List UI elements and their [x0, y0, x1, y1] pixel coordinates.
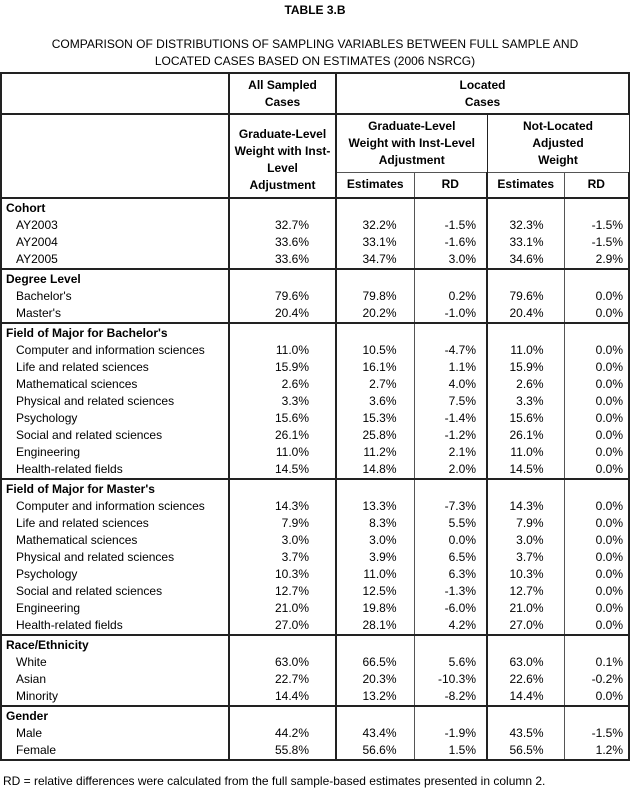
table-row [1, 583, 629, 600]
empty-cell [414, 269, 487, 288]
value-cell: 2.6% [229, 376, 336, 393]
table-row [1, 549, 629, 566]
empty-cell [564, 269, 629, 288]
value-cell: 63.0% [487, 654, 564, 671]
value-cell: 2.9% [564, 251, 629, 269]
header-grad-weight-located: Graduate-Level Weight with Inst-Level Adjustment [336, 114, 487, 172]
value-cell: 33.1% [487, 234, 564, 251]
empty-cell [229, 323, 336, 342]
value-cell: 0.0% [564, 393, 629, 410]
value-cell: 15.6% [229, 410, 336, 427]
table-row [1, 410, 629, 427]
section-header-row [1, 635, 629, 654]
value-cell: 0.1% [564, 654, 629, 671]
section-title: Field of Major for Bachelor's [1, 323, 229, 342]
row-label: Female [1, 742, 229, 760]
row-label: Bachelor's [1, 288, 229, 305]
value-cell: 8.3% [336, 515, 414, 532]
table-row [1, 742, 629, 760]
value-cell: -8.2% [414, 688, 487, 706]
value-cell: 0.0% [564, 617, 629, 635]
row-label: Master's [1, 305, 229, 323]
value-cell: -7.3% [414, 498, 487, 515]
value-cell: 0.0% [564, 515, 629, 532]
section-header-row [1, 198, 629, 217]
value-cell: 14.4% [487, 688, 564, 706]
value-cell: 12.7% [229, 583, 336, 600]
empty-cell [564, 198, 629, 217]
empty-cell [487, 479, 564, 498]
value-cell: 3.6% [336, 393, 414, 410]
empty-cell [229, 706, 336, 725]
value-cell: 0.0% [564, 288, 629, 305]
row-label: AY2003 [1, 217, 229, 234]
section-header-row [1, 479, 629, 498]
empty-cell [336, 635, 414, 654]
value-cell: 16.1% [336, 359, 414, 376]
row-label: Computer and information sciences [1, 342, 229, 359]
empty-cell [564, 323, 629, 342]
value-cell: 11.0% [229, 342, 336, 359]
value-cell: 33.6% [229, 234, 336, 251]
empty-cell [336, 706, 414, 725]
row-label: Asian [1, 671, 229, 688]
value-cell: 10.5% [336, 342, 414, 359]
value-cell: 55.8% [229, 742, 336, 760]
empty-cell [487, 323, 564, 342]
value-cell: 0.2% [414, 288, 487, 305]
section-title: Degree Level [1, 269, 229, 288]
value-cell: -6.0% [414, 600, 487, 617]
value-cell: 0.0% [564, 444, 629, 461]
section-title: Cohort [1, 198, 229, 217]
value-cell: 3.0% [229, 532, 336, 549]
value-cell: 0.0% [564, 305, 629, 323]
table-row [1, 654, 629, 671]
value-cell: -1.2% [414, 427, 487, 444]
value-cell: 79.6% [229, 288, 336, 305]
table-row [1, 725, 629, 742]
table-row [1, 342, 629, 359]
value-cell: 0.0% [564, 376, 629, 393]
value-cell: 2.6% [487, 376, 564, 393]
row-label: AY2005 [1, 251, 229, 269]
value-cell: 32.7% [229, 217, 336, 234]
table-row [1, 427, 629, 444]
value-cell: 79.8% [336, 288, 414, 305]
value-cell: 0.0% [564, 427, 629, 444]
value-cell: 12.5% [336, 583, 414, 600]
value-cell: 3.0% [487, 532, 564, 549]
value-cell: 22.6% [487, 671, 564, 688]
empty-cell [414, 706, 487, 725]
value-cell: 4.0% [414, 376, 487, 393]
table-row [1, 688, 629, 706]
table-row [1, 305, 629, 323]
table-row [1, 617, 629, 635]
table-row [1, 217, 629, 234]
row-label: Minority [1, 688, 229, 706]
table-row [1, 234, 629, 251]
subtitle-line-2: LOCATED CASES BASED ON ESTIMATES (2006 NSRCG) [154, 54, 476, 68]
table-row [1, 393, 629, 410]
empty-cell [564, 635, 629, 654]
value-cell: 32.2% [336, 217, 414, 234]
empty-cell [336, 269, 414, 288]
table-row [1, 359, 629, 376]
section-header-row [1, 323, 629, 342]
value-cell: 14.4% [229, 688, 336, 706]
value-cell: 32.3% [487, 217, 564, 234]
empty-cell [487, 635, 564, 654]
table-row [1, 376, 629, 393]
value-cell: 43.4% [336, 725, 414, 742]
row-label: Computer and information sciences [1, 498, 229, 515]
value-cell: 7.5% [414, 393, 487, 410]
subtitle-line-1: COMPARISON OF DISTRIBUTIONS OF SAMPLING VARIABLES BETWEEN FULL SAMPLE AND [51, 37, 579, 51]
value-cell: 0.0% [564, 342, 629, 359]
header-rd-2: RD [564, 172, 629, 198]
value-cell: 6.3% [414, 566, 487, 583]
table-row [1, 444, 629, 461]
value-cell: 11.0% [229, 444, 336, 461]
value-cell: -1.5% [564, 234, 629, 251]
row-label: Social and related sciences [1, 583, 229, 600]
value-cell: 66.5% [336, 654, 414, 671]
empty-cell [229, 198, 336, 217]
value-cell: 26.1% [229, 427, 336, 444]
section-title: Race/Ethnicity [1, 635, 229, 654]
value-cell: 5.5% [414, 515, 487, 532]
value-cell: 0.0% [564, 359, 629, 376]
value-cell: -1.4% [414, 410, 487, 427]
value-cell: 79.6% [487, 288, 564, 305]
empty-cell [487, 269, 564, 288]
value-cell: 14.5% [229, 461, 336, 479]
value-cell: -4.7% [414, 342, 487, 359]
value-cell: 15.3% [336, 410, 414, 427]
value-cell: -1.5% [564, 725, 629, 742]
table-row [1, 532, 629, 549]
row-label: Life and related sciences [1, 359, 229, 376]
table-body [1, 198, 629, 760]
row-label: Health-related fields [1, 617, 229, 635]
table-row [1, 600, 629, 617]
value-cell: -1.9% [414, 725, 487, 742]
row-label: Social and related sciences [1, 427, 229, 444]
value-cell: 0.0% [564, 600, 629, 617]
value-cell: 12.7% [487, 583, 564, 600]
row-label: Health-related fields [1, 461, 229, 479]
value-cell: 13.2% [336, 688, 414, 706]
value-cell: 2.7% [336, 376, 414, 393]
header-located: Located Cases [336, 73, 629, 114]
value-cell: 3.7% [487, 549, 564, 566]
empty-cell [336, 479, 414, 498]
row-label: Life and related sciences [1, 515, 229, 532]
value-cell: 20.2% [336, 305, 414, 323]
value-cell: 28.1% [336, 617, 414, 635]
value-cell: -1.3% [414, 583, 487, 600]
header-rd-1: RD [414, 172, 487, 198]
value-cell: 14.5% [487, 461, 564, 479]
value-cell: 0.0% [564, 498, 629, 515]
empty-cell [336, 323, 414, 342]
value-cell: 33.1% [336, 234, 414, 251]
table-row [1, 461, 629, 479]
empty-cell [229, 269, 336, 288]
value-cell: 1.2% [564, 742, 629, 760]
value-cell: 0.0% [564, 410, 629, 427]
value-cell: 0.0% [564, 688, 629, 706]
value-cell: 11.2% [336, 444, 414, 461]
value-cell: 15.9% [487, 359, 564, 376]
empty-cell [414, 198, 487, 217]
value-cell: 7.9% [229, 515, 336, 532]
value-cell: 14.3% [487, 498, 564, 515]
value-cell: 56.5% [487, 742, 564, 760]
empty-cell [564, 706, 629, 725]
value-cell: 0.0% [564, 549, 629, 566]
row-label: Physical and related sciences [1, 549, 229, 566]
value-cell: -1.5% [564, 217, 629, 234]
value-cell: 3.0% [414, 251, 487, 269]
value-cell: 11.0% [487, 444, 564, 461]
value-cell: 3.0% [336, 532, 414, 549]
header-blank-1 [1, 73, 229, 114]
value-cell: 3.9% [336, 549, 414, 566]
empty-cell [414, 479, 487, 498]
header-grad-weight-full: Graduate-Level Weight with Inst-Level Adjustment [229, 114, 336, 198]
header-not-located: Not-Located Adjusted Weight [487, 114, 629, 172]
header-estimates-1: Estimates [336, 172, 414, 198]
header-all-sampled: All Sampled Cases [229, 73, 336, 114]
value-cell: 0.0% [414, 532, 487, 549]
value-cell: -1.6% [414, 234, 487, 251]
empty-cell [487, 706, 564, 725]
value-cell: 14.3% [229, 498, 336, 515]
value-cell: 15.6% [487, 410, 564, 427]
value-cell: 33.6% [229, 251, 336, 269]
table-row [1, 498, 629, 515]
row-label: AY2004 [1, 234, 229, 251]
table-row [1, 288, 629, 305]
value-cell: 6.5% [414, 549, 487, 566]
empty-cell [414, 323, 487, 342]
table-row [1, 671, 629, 688]
empty-cell [414, 635, 487, 654]
section-title: Field of Major for Master's [1, 479, 229, 498]
value-cell: 3.3% [487, 393, 564, 410]
value-cell: 20.4% [229, 305, 336, 323]
value-cell: 0.0% [564, 461, 629, 479]
table-subtitle [0, 36, 630, 70]
value-cell: -0.2% [564, 671, 629, 688]
empty-cell [229, 479, 336, 498]
value-cell: 14.8% [336, 461, 414, 479]
value-cell: 19.8% [336, 600, 414, 617]
table-title: TABLE 3.B [284, 3, 346, 17]
value-cell: 0.0% [564, 532, 629, 549]
header-estimates-2: Estimates [487, 172, 564, 198]
section-title: Gender [1, 706, 229, 725]
value-cell: 4.2% [414, 617, 487, 635]
value-cell: 27.0% [229, 617, 336, 635]
value-cell: 34.6% [487, 251, 564, 269]
value-cell: 63.0% [229, 654, 336, 671]
row-label: Physical and related sciences [1, 393, 229, 410]
section-header-row [1, 706, 629, 725]
value-cell: 0.0% [564, 566, 629, 583]
empty-cell [336, 198, 414, 217]
row-label: Psychology [1, 566, 229, 583]
value-cell: 7.9% [487, 515, 564, 532]
value-cell: 44.2% [229, 725, 336, 742]
row-label: Mathematical sciences [1, 532, 229, 549]
value-cell: 21.0% [229, 600, 336, 617]
value-cell: 11.0% [336, 566, 414, 583]
value-cell: 5.6% [414, 654, 487, 671]
value-cell: 3.7% [229, 549, 336, 566]
value-cell: 1.1% [414, 359, 487, 376]
section-header-row [1, 269, 629, 288]
value-cell: 43.5% [487, 725, 564, 742]
empty-cell [564, 479, 629, 498]
table-row [1, 566, 629, 583]
value-cell: 27.0% [487, 617, 564, 635]
value-cell: 11.0% [487, 342, 564, 359]
value-cell: 21.0% [487, 600, 564, 617]
table-row [1, 515, 629, 532]
value-cell: -10.3% [414, 671, 487, 688]
value-cell: 0.0% [564, 583, 629, 600]
value-cell: 3.3% [229, 393, 336, 410]
row-label: White [1, 654, 229, 671]
row-label: Mathematical sciences [1, 376, 229, 393]
empty-cell [229, 635, 336, 654]
value-cell: 25.8% [336, 427, 414, 444]
comparison-table [0, 72, 630, 761]
footnote: RD = relative differences were calculated from the full sample-based estimates presented in column 2. [3, 774, 546, 788]
row-label: Engineering [1, 444, 229, 461]
value-cell: -1.0% [414, 305, 487, 323]
value-cell: 10.3% [229, 566, 336, 583]
value-cell: 56.6% [336, 742, 414, 760]
row-label: Engineering [1, 600, 229, 617]
header-blank-2 [1, 114, 229, 198]
value-cell: 15.9% [229, 359, 336, 376]
value-cell: 22.7% [229, 671, 336, 688]
empty-cell [487, 198, 564, 217]
value-cell: 2.1% [414, 444, 487, 461]
value-cell: 20.4% [487, 305, 564, 323]
value-cell: 20.3% [336, 671, 414, 688]
value-cell: 2.0% [414, 461, 487, 479]
table-row [1, 251, 629, 269]
value-cell: 13.3% [336, 498, 414, 515]
value-cell: 1.5% [414, 742, 487, 760]
row-label: Male [1, 725, 229, 742]
value-cell: 10.3% [487, 566, 564, 583]
value-cell: -1.5% [414, 217, 487, 234]
value-cell: 34.7% [336, 251, 414, 269]
value-cell: 26.1% [487, 427, 564, 444]
row-label: Psychology [1, 410, 229, 427]
